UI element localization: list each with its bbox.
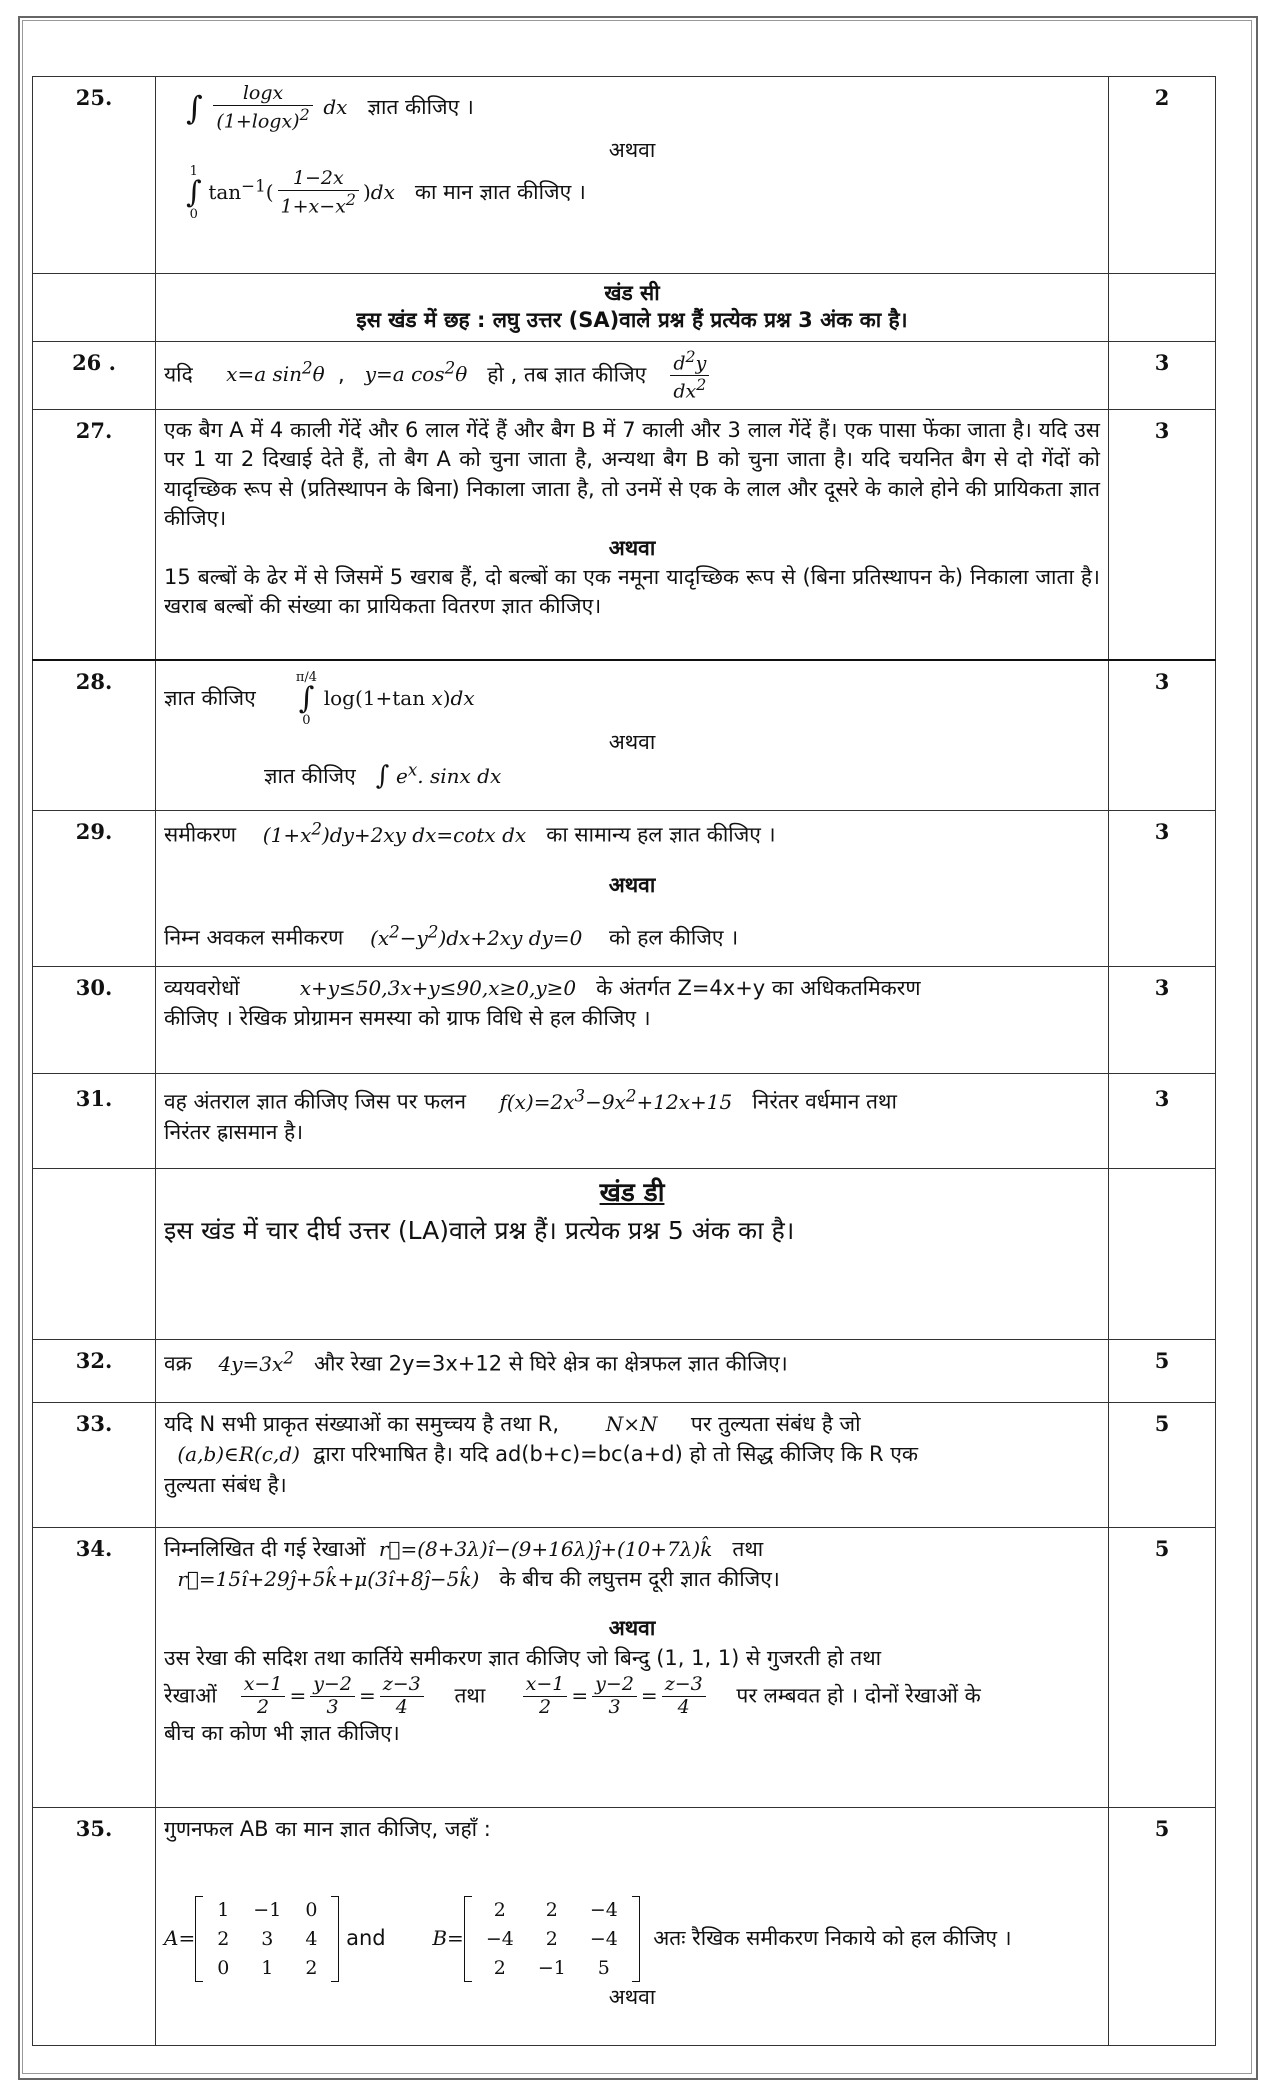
section-c-subtitle: इस खंड में छह : लघु उत्तर (SA)वाले प्रश्न हैं प्रत्येक प्रश्न 3 अंक का है। [356, 308, 908, 333]
question-marks: 3 [1109, 1073, 1216, 1168]
matrix-row [474, 1925, 630, 1954]
matrix-cell: 2 [305, 1956, 318, 1979]
integral-symbol: ∫ [186, 88, 203, 127]
section-c-header-row [33, 274, 1216, 342]
question-marks: 5 [1109, 1807, 1216, 2045]
matrix-row [205, 1954, 329, 1983]
question-text: ∫ $\frac{\log x}{(1+\log x)^2}$ dx ज्ञात कीजिए । अथवा 1 ∫ 0 $\tan^{-1}$( $\frac{1-2x}{1+x-x^2}$ )dx का मान ज्ञात कीजिए । [156, 77, 1109, 274]
math-fraction: $\frac{\log x}{(1+\log x)^2}$ [213, 83, 312, 133]
question-marks: 5 [1109, 1402, 1216, 1527]
question-text: निम्नलिखित दी गई रेखाओं r⃗=(8+3λ)î−(9+16λ)ĵ+(10+7λ)k̂ तथा r⃗=15î+29ĵ+5k̂+μ(3î+8ĵ−5k̂) के बीच की लघुत्तम दूरी ज्ञात कीजिए। अथवा उस रेखा की सदिश तथा कार्तिये समीकरण ज्ञात कीजिए जो बिन्दु (1, 1, 1) से गुजरती हो तथा रेखाओं $\frac{x-1}{2}$ = $\frac{y-2}{3}$ = $\frac{z-3}{4}$ तथा $\frac{x-1}{2}$ = $\frac{y-2}{3}$ = $\frac{z-3}{4}$ पर लम्बवत हो । दोनों रेखाओं के बीच का कोण भी ज्ञात कीजिए। [156, 1527, 1109, 1807]
question-marks: 3 [1109, 341, 1216, 409]
matrix-cell: 2 [545, 1928, 558, 1951]
question-number: 30. [33, 966, 156, 1073]
question-text: एक बैग A में 4 काली गेंदें और 6 लाल गेंदें हैं और बैग B में 7 काली और 3 लाल गेंदें हैं। एक पासा फेंका जाता है। यदि उस पर 1 या 2 दिखाई देते हैं, तो बैग A को चुना जाता है, अन्यथा बैग B को चुना जाता है। यदि चयनित बैग से दो गेंदों को यादृच्छिक रूप से (प्रतिस्थापन के बिना) निकाला जाता है, तो उनमें से एक के लाल और दूसरे के काले होने की प्रायिकता ज्ञात कीजिए। अथवा 15 बल्बों के ढेर में से जिसमें 5 खराब हैं, दो बल्बों का एक नमूना यादृच्छिक रूप से (बिना प्रतिस्थापन के) निकाला जाता है। खराब बल्बों की संख्या का प्रायिकता वितरण ज्ञात कीजिए। [156, 409, 1109, 660]
math-fraction: $\frac{1-2x}{1+x-x^2}$ [278, 168, 359, 218]
matrix-cell: 1 [261, 1956, 274, 1979]
matrix-cell: 5 [597, 1956, 610, 1979]
or-label: अथवा [608, 1985, 656, 2010]
question-marks: 3 [1109, 660, 1216, 810]
matrix-cell: −1 [253, 1899, 282, 1922]
question-instruction: ज्ञात कीजिए । [367, 95, 474, 120]
or-label: अथवा [608, 138, 656, 163]
integral-limits: 1 ∫ 0 [186, 164, 202, 223]
matrix-cell: 2 [493, 1956, 506, 1979]
question-text: वक्र $4y=3x^2$ और रेखा 2y=3x+12 से घिरे क्षेत्र का क्षेत्रफल ज्ञात कीजिए। [156, 1339, 1109, 1402]
integral-limits: π/4 ∫ 0 [295, 670, 318, 729]
question-text: व्ययवरोधों x+y≤50,3x+y≤90,x≥0,y≥0 के अंतर्गत Z=4x+y का अधिकतमिकरण कीजिए । रेखिक प्रोग्रामन समस्या को ग्राफ विधि से हल कीजिए । [156, 966, 1109, 1073]
question-row-25 [33, 77, 1216, 274]
question-number: 31. [33, 1073, 156, 1168]
section-d-title: खंड डी [599, 1177, 665, 1208]
question-number: 32. [33, 1339, 156, 1402]
question-marks: 2 [1109, 77, 1216, 274]
question-row-31 [33, 1073, 1216, 1168]
or-label: अथवा [608, 730, 656, 755]
question-marks: 5 [1109, 1527, 1216, 1807]
or-label: अथवा [608, 873, 656, 898]
matrix-cell: 1 [217, 1899, 230, 1922]
matrix-cell: −1 [537, 1956, 566, 1979]
matrix-cell: 0 [305, 1899, 318, 1922]
question-instruction-alt: का मान ज्ञात कीजिए । [414, 180, 586, 205]
matrix-cell: −4 [589, 1928, 618, 1951]
question-row-29 [33, 810, 1216, 966]
question-row-26 [33, 341, 1216, 409]
question-row-35 [33, 1807, 1216, 2045]
matrix-cell: 3 [261, 1928, 274, 1951]
or-label: अथवा [608, 535, 656, 560]
matrix-row [205, 1925, 329, 1954]
question-row-32 [33, 1339, 1216, 1402]
question-row-34 [33, 1527, 1216, 1807]
question-number: 27. [33, 409, 156, 660]
matrix-cell: 2 [493, 1899, 506, 1922]
question-number: 25. [33, 77, 156, 274]
matrix-cell: −4 [589, 1899, 618, 1922]
matrix-cell: 0 [217, 1956, 230, 1979]
question-text: गुणनफल AB का मान ज्ञात कीजिए, जहाँ : A= 1 −1 0 2 3 4 0 1 2 and B= 2 2 −4 −4 2 −4 2 −1 5 अतः रैखिक समीकरण निकाये को हल कीजिए । अथवा [156, 1807, 1109, 2045]
matrix-row [474, 1954, 630, 1983]
or-label: अथवा [608, 1615, 656, 1640]
question-marks: 3 [1109, 966, 1216, 1073]
question-text: यदि N सभी प्राकृत संख्याओं का समुच्चय है तथा R, N×N पर तुल्यता संबंध है जो (a,b)∈R(c,d) द्वारा परिभाषित है। यदि ad(b+c)=bc(a+d) हो तो सिद्ध कीजिए कि R एक तुल्यता संबंध है। [156, 1402, 1109, 1527]
question-number: 35. [33, 1807, 156, 2045]
question-row-30 [33, 966, 1216, 1073]
question-marks: 3 [1109, 409, 1216, 660]
question-number: 33. [33, 1402, 156, 1527]
question-text: समीकरण $(1+x^2)dy+2xy$ dx=cotx dx का सामान्य हल ज्ञात कीजिए । अथवा निम्न अवकल समीकरण $(x^2-y^2)dx+2xy$ dy=0 को हल कीजिए । [156, 810, 1109, 966]
question-number: 28. [33, 660, 156, 810]
question-text: वह अंतराल ज्ञात कीजिए जिस पर फलन $f(x)=2x^3-9x^2+12x+15$ निरंतर वर्धमान तथा निरंतर ह्रासमान है। [156, 1073, 1109, 1168]
question-marks: 3 [1109, 810, 1216, 966]
question-row-27 [33, 409, 1216, 660]
matrix-cell: 4 [305, 1928, 318, 1951]
section-d-subtitle: इस खंड में चार दीर्घ उत्तर (LA)वाले प्रश्न हैं। प्रत्येक प्रश्न 5 अंक का है। [164, 1215, 795, 1245]
section-c-title: खंड सी [604, 281, 660, 305]
question-row-33 [33, 1402, 1216, 1527]
math-fraction: $\frac{d^2y}{dx^2}$ [670, 348, 709, 403]
question-number: 34. [33, 1527, 156, 1807]
question-number: 29. [33, 810, 156, 966]
question-table [32, 76, 1216, 2046]
matrix-cell: 2 [217, 1928, 230, 1951]
matrix-row [474, 1896, 630, 1925]
question-marks: 5 [1109, 1339, 1216, 1402]
question-number: 26 . [33, 341, 156, 409]
question-text: ज्ञात कीजिए π/4 ∫ 0 log(1+tan x)dx अथवा ज्ञात कीजिए ∫ $e^x$. sinx dx [156, 660, 1109, 810]
matrix-a [195, 1896, 339, 1982]
question-row-28 [33, 660, 1216, 810]
section-d-header-row [33, 1168, 1216, 1339]
matrix-cell: 2 [545, 1899, 558, 1922]
matrix-cell: −4 [485, 1928, 514, 1951]
question-text: यदि x=a $\sin^2\theta$ , y=a $\cos^2\theta$ हो , तब ज्ञात कीजिए $\frac{d^2y}{dx^2}$ [156, 341, 1109, 409]
matrix-row [205, 1896, 329, 1925]
matrix-b [464, 1896, 640, 1982]
